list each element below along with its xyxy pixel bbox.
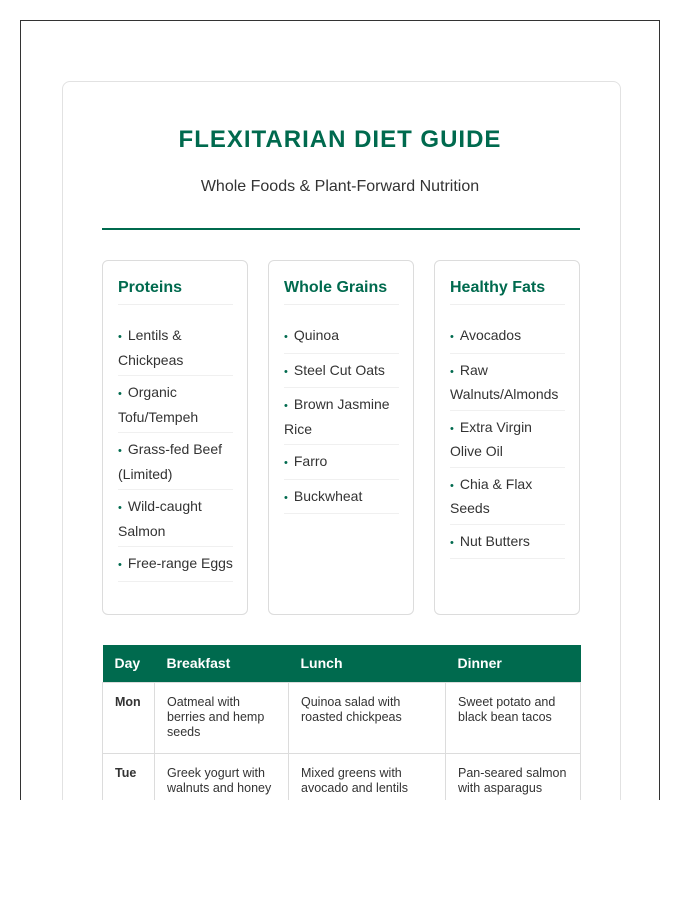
category-card-proteins xyxy=(102,260,248,615)
table-row xyxy=(103,753,581,800)
list-item: • Extra Virgin Olive Oil xyxy=(450,411,565,468)
bullet-icon: • xyxy=(450,365,454,378)
category-list xyxy=(284,319,399,514)
bullet-icon: • xyxy=(118,388,122,400)
dinner-cell: Sweet potato and black bean tacos xyxy=(446,682,581,753)
bullet-icon: • xyxy=(284,457,288,469)
meal-plan-table xyxy=(102,645,581,800)
list-item: • Free-range Eggs xyxy=(118,547,233,582)
list-item: • Raw Walnuts/Almonds xyxy=(450,354,565,411)
bullet-icon: • xyxy=(284,331,288,343)
category-title: Proteins xyxy=(118,278,233,305)
bullet-icon: • xyxy=(450,331,454,343)
list-item: • Lentils & Chickpeas xyxy=(118,319,233,376)
table-header-row xyxy=(103,645,581,682)
category-title: Whole Grains xyxy=(284,278,399,305)
list-item: • Nut Butters xyxy=(450,525,565,560)
column-header-lunch: Lunch xyxy=(289,645,446,682)
bullet-icon: • xyxy=(284,365,288,378)
lunch-cell: Mixed greens with avocado and lentils xyxy=(289,753,446,800)
list-item: • Brown Jasmine Rice xyxy=(284,388,399,445)
table-row xyxy=(103,682,581,753)
day-cell: Mon xyxy=(103,682,155,753)
breakfast-cell: Greek yogurt with walnuts and honey xyxy=(155,753,289,800)
bullet-icon: • xyxy=(284,491,288,504)
dinner-cell: Pan-seared salmon with asparagus xyxy=(446,753,581,800)
column-header-breakfast: Breakfast xyxy=(155,645,289,682)
page-frame xyxy=(20,20,660,800)
bullet-icon: • xyxy=(450,479,454,492)
list-item: • Grass-fed Beef (Limited) xyxy=(118,433,233,490)
category-list xyxy=(450,319,565,559)
list-item: • Avocados xyxy=(450,319,565,354)
category-list xyxy=(118,319,233,582)
bullet-icon: • xyxy=(450,422,454,435)
category-card-whole-grains xyxy=(268,260,414,615)
bullet-icon: • xyxy=(118,445,122,457)
day-cell: Tue xyxy=(103,753,155,800)
list-item: • Quinoa xyxy=(284,319,399,354)
category-card-healthy-fats xyxy=(434,260,580,615)
bullet-icon: • xyxy=(118,331,122,343)
breakfast-cell: Oatmeal with berries and hemp seeds xyxy=(155,682,289,753)
list-item: • Wild-caught Salmon xyxy=(118,490,233,547)
category-title: Healthy Fats xyxy=(450,278,565,305)
bullet-icon: • xyxy=(118,502,122,514)
list-item: • Farro xyxy=(284,445,399,480)
page-subtitle: Whole Foods & Plant-Forward Nutrition xyxy=(200,178,480,195)
list-item: • Buckwheat xyxy=(284,480,399,515)
list-item: • Chia & Flax Seeds xyxy=(450,468,565,525)
page-title: FLEXITARIAN DIET GUIDE xyxy=(178,126,502,153)
column-header-dinner: Dinner xyxy=(446,645,581,682)
list-item: • Organic Tofu/Tempeh xyxy=(118,376,233,433)
lunch-cell: Quinoa salad with roasted chickpeas xyxy=(289,682,446,753)
bullet-icon: • xyxy=(284,400,288,412)
bullet-icon: • xyxy=(450,536,454,549)
column-header-day: Day xyxy=(103,645,155,682)
bullet-icon: • xyxy=(118,559,122,571)
title-divider xyxy=(102,228,580,230)
list-item: • Steel Cut Oats xyxy=(284,354,399,389)
